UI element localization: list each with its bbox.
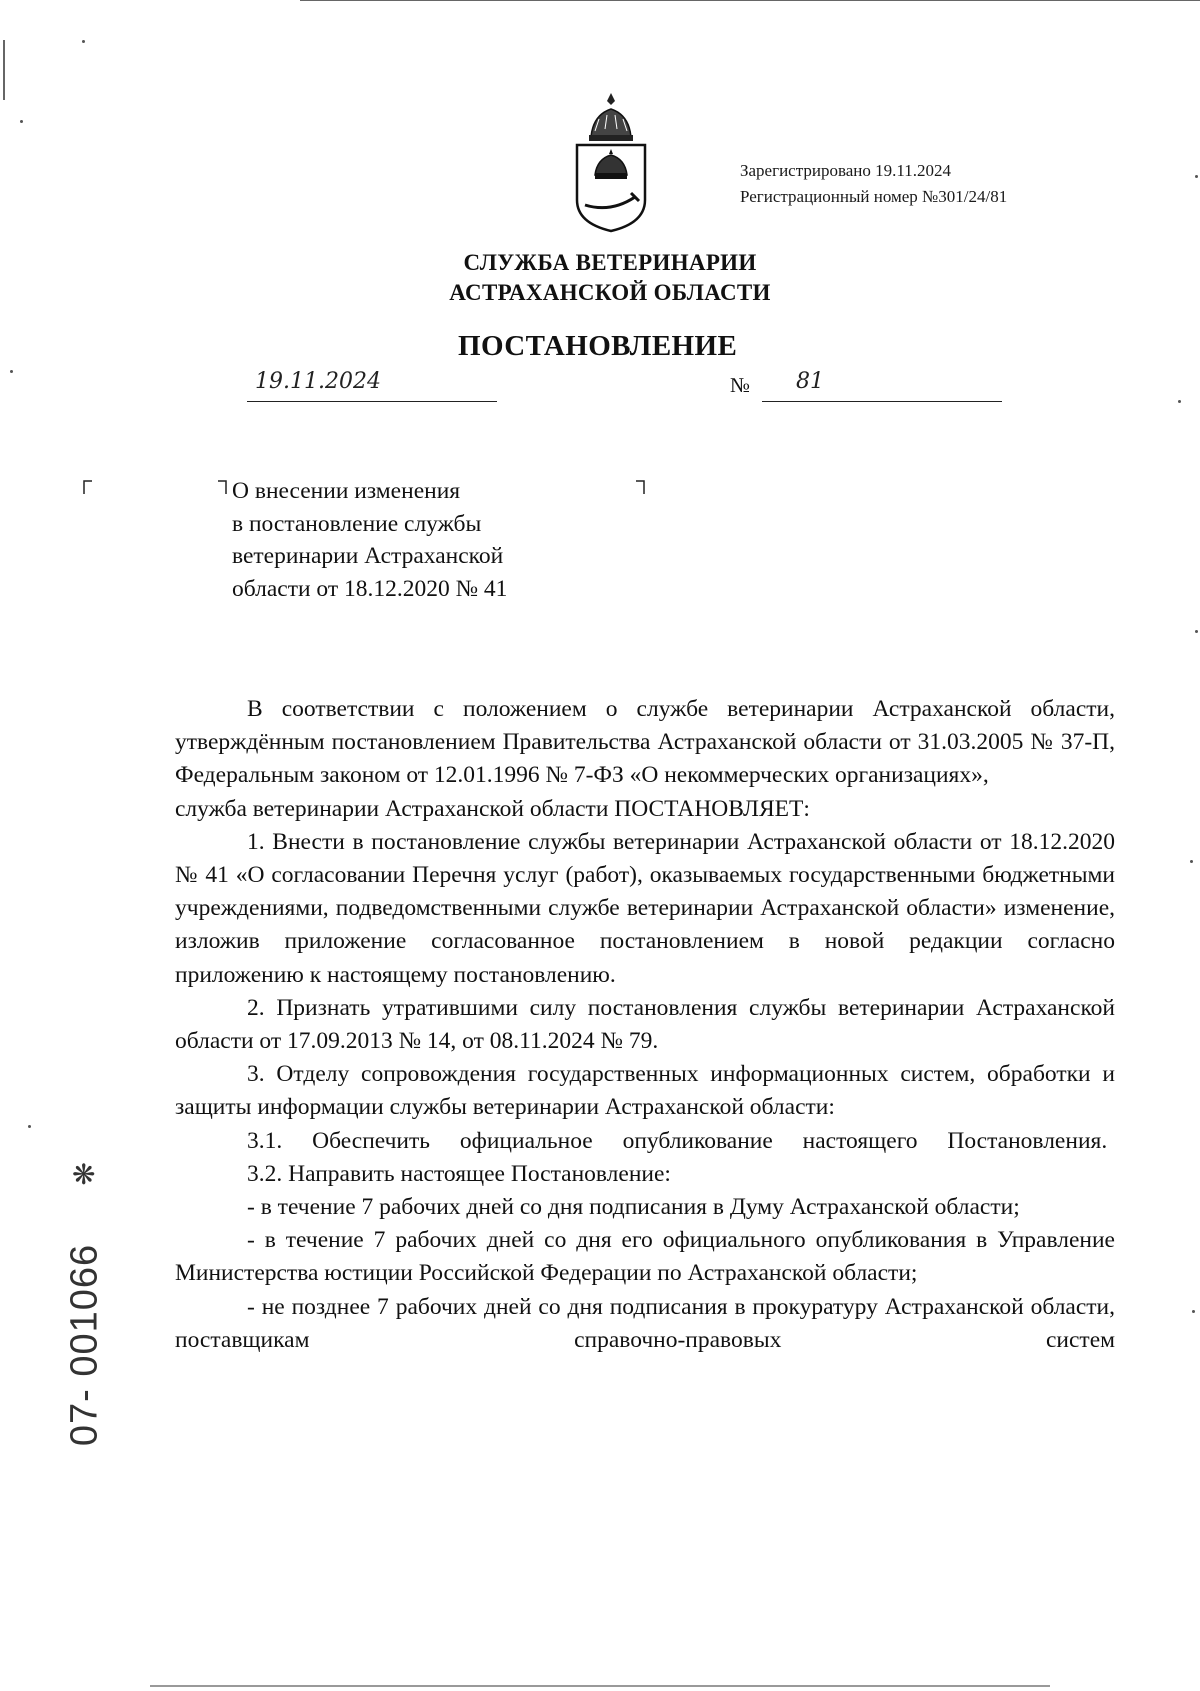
- scan-speck: [1192, 1310, 1195, 1313]
- scan-speck: [28, 1125, 31, 1128]
- side-registration-stamp: [50, 1230, 120, 1460]
- handwritten-date: 19.11.2024: [255, 369, 381, 394]
- preamble-paragraph: В соответствии с положением о службе ветеринарии Астраханской области, утверждённым постановлением Правительства Астраханской области от 31.03.2005 № 37-П, Федеральным законом от 12.01.1996 № 7-ФЗ «О некоммерческих организациях»,: [175, 696, 1115, 789]
- item-2-paragraph: 2. Признать утратившими силу постановления службы ветеринарии Астраханской области от 17.09.2013 № 14, от 08.11.2024 № 79.: [175, 994, 1115, 1055]
- document-subject: [232, 475, 592, 605]
- scan-speck: [150, 1685, 1050, 1687]
- item-1-paragraph: 1. Внести в постановление службы ветеринарии Астраханской области от 18.12.2020 № 41 «О согласовании Перечня услуг (работ), оказываемых государственными бюджетными учреждениями, подведомственными службе ветеринарии Астраханской области» изменение, изложив приложение согласованное постановлением в новой редакции согласно приложению к настоящему постановлению.: [175, 828, 1115, 988]
- document-type-heading: ПОСТАНОВЛЕНИЕ: [458, 330, 738, 362]
- organization-line-1: СЛУЖБА ВЕТЕРИНАРИИ: [463, 250, 757, 275]
- scan-speck: [10, 370, 13, 373]
- document-body: [175, 693, 1115, 1357]
- organization-name: [0, 248, 1200, 308]
- subject-line: ветеринарии Астраханской: [232, 543, 504, 569]
- handwritten-number: 81: [796, 369, 824, 394]
- coat-of-arms-emblem: [565, 85, 657, 235]
- scan-speck: [1178, 400, 1181, 403]
- item-3-2-bullet-2: - в течение 7 рабочих дней со дня его официального опубликования в Управление Министерства юстиции Российской Федерации по Астраханской области;: [175, 1227, 1115, 1287]
- scan-speck: [1195, 175, 1198, 178]
- item-3-1-paragraph: 3.1. Обеспечить официальное опубликование настоящего Постановления.: [247, 1127, 1108, 1154]
- corner-bracket-top-right: [636, 480, 645, 494]
- number-field: [762, 369, 1002, 402]
- subject-line: в постановление службы: [232, 510, 482, 537]
- subject-line: области от 18.12.2020 № 41: [232, 575, 508, 602]
- registration-number: Регистрационный номер №301/24/81: [740, 187, 1008, 206]
- stamp-number: 07- 001066: [63, 1243, 106, 1447]
- item-3-paragraph: 3. Отделу сопровождения государственных информационных систем, обработки и защиты информации службы ветеринарии Астраханской области:: [175, 1061, 1115, 1121]
- organization-line-2: АСТРАХАНСКОЙ ОБЛАСТИ: [449, 280, 771, 305]
- registration-info: [740, 158, 1007, 210]
- number-sign: №: [730, 373, 751, 397]
- scan-speck: [1190, 860, 1193, 863]
- asterisk-mark-icon: ❋: [72, 1160, 96, 1191]
- date-field: [247, 369, 497, 402]
- resolution-clause: служба ветеринарии Астраханской области ПОСТАНОВЛЯЕТ:: [175, 795, 810, 822]
- subject-line: О внесении изменения: [232, 478, 461, 504]
- scan-edge-top: [300, 0, 1200, 1]
- scan-speck: [1195, 630, 1198, 633]
- registration-date: Зарегистрировано 19.11.2024: [740, 161, 952, 180]
- corner-bracket-top-right-inner: [218, 480, 227, 494]
- item-3-2-bullet-1: - в течение 7 рабочих дней со дня подписания в Думу Астраханской области;: [247, 1194, 1020, 1221]
- item-3-2-bullet-3: - не позднее 7 рабочих дней со дня подписания в прокуратуру Астраханской области, поставщикам справочно-правовых систем: [175, 1293, 1115, 1353]
- scan-edge-left: [3, 40, 5, 100]
- scan-speck: [20, 120, 23, 123]
- corner-bracket-top-left: [83, 480, 92, 494]
- item-3-2-paragraph: 3.2. Направить настоящее Постановление:: [247, 1160, 671, 1187]
- scan-speck: [82, 40, 85, 43]
